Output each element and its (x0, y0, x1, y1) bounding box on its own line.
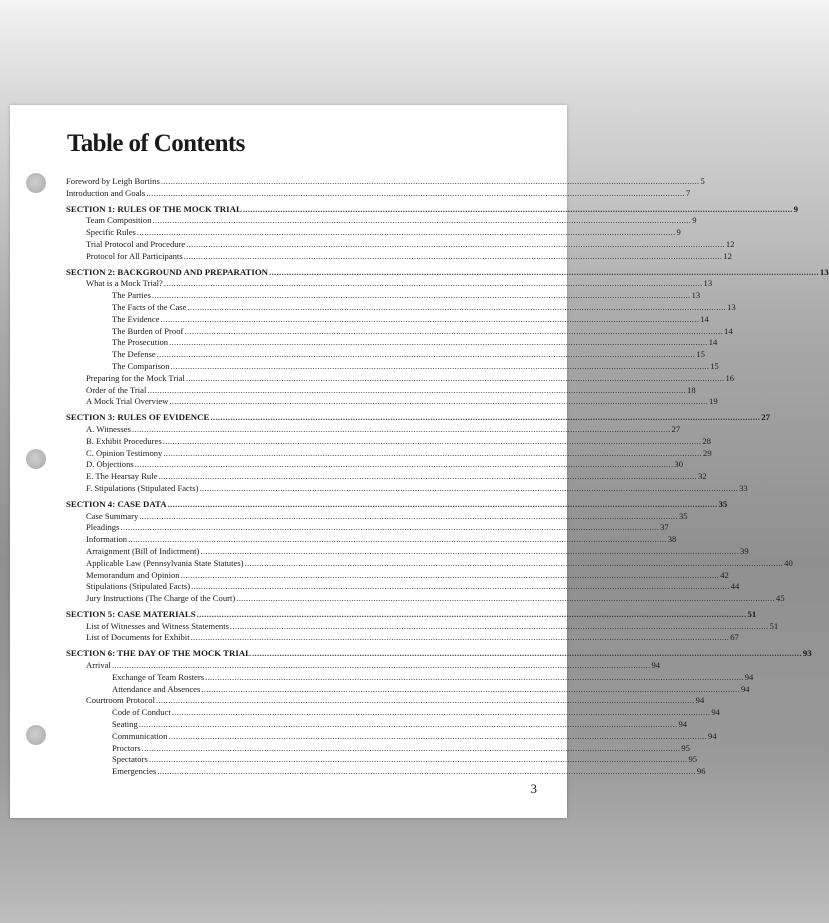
toc-entry-page: 35 (718, 498, 728, 509)
dot-leader: ............................................................................................................................................................................................................................ (156, 349, 696, 360)
toc-entry-label: D. Objections (86, 459, 134, 470)
toc-entry-page: 94 (740, 683, 750, 694)
dot-leader: ............................................................................................................................................................................................................................ (157, 766, 696, 777)
dot-leader: ............................................................................................................................................................................................................................ (169, 396, 709, 407)
toc-entry-page: 94 (744, 671, 754, 682)
toc-entry-label: Exchange of Team Rosters (112, 671, 205, 682)
dot-leader: ............................................................................................................................................................................................................................ (180, 569, 720, 580)
toc-entry[interactable] (66, 671, 754, 684)
toc-entry-label: Courtroom Protocol (86, 695, 155, 706)
toc-entry-page: 7 (685, 187, 691, 198)
toc-entry-label: The Defense (112, 349, 156, 360)
toc-entry-page: 13 (819, 266, 829, 277)
dot-leader: ............................................................................................................................................................................................................................ (168, 730, 708, 741)
toc-entry-label: B. Exhibit Procedures (86, 435, 162, 446)
toc-entry-label: Foreword by Leigh Bortins (66, 176, 160, 186)
table-of-contents (66, 176, 829, 778)
dot-leader: ............................................................................................................................................................................................................................ (187, 301, 727, 312)
toc-entry-label: The Comparison (112, 360, 170, 371)
dot-leader: ............................................................................................................................................................................................................................ (183, 250, 723, 261)
dot-leader: ............................................................................................................................................................................................................................ (205, 671, 744, 682)
toc-entry-label: SECTION 2: BACKGROUND AND PREPARATION (66, 266, 269, 277)
dot-leader: ............................................................................................................................................................................................................................ (201, 683, 740, 694)
dot-leader: ............................................................................................................................................................................................................................ (170, 360, 710, 371)
toc-section-heading[interactable] (66, 498, 728, 511)
toc-entry-label: Communication (112, 730, 168, 741)
toc-entry-label: Jury Instructions (The Charge of the Court) (86, 593, 236, 604)
dot-leader: ............................................................................................................................................................................................................................ (146, 187, 685, 198)
dot-leader: ............................................................................................................................................................................................................................ (167, 498, 718, 509)
toc-entry[interactable] (66, 742, 690, 755)
toc-entry[interactable] (66, 620, 779, 633)
toc-entry-page: 32 (698, 471, 707, 482)
toc-entry-page: 27 (671, 423, 681, 434)
toc-entry[interactable] (66, 522, 669, 534)
toc-entry-page: 94 (708, 730, 717, 741)
toc-entry-label: SECTION 6: THE DAY OF THE MOCK TRIAL (66, 648, 252, 659)
toc-entry-label: Preparing for the Mock Trial (86, 372, 185, 383)
toc-entry-label: Code of Conduct (112, 707, 171, 718)
dot-leader: ............................................................................................................................................................................................................................ (131, 423, 671, 434)
toc-entry-page: 42 (720, 569, 729, 580)
toc-section-heading[interactable] (66, 648, 812, 660)
binder-hole (26, 449, 46, 469)
toc-entry[interactable] (66, 482, 748, 495)
toc-entry-page: 40 (784, 557, 793, 568)
toc-entry-label: Stipulations (Stipulated Facts) (86, 581, 191, 592)
toc-entry-page: 18 (687, 384, 696, 395)
toc-entry-page: 14 (724, 325, 733, 336)
toc-entry[interactable] (66, 581, 740, 593)
toc-section-heading[interactable] (66, 412, 771, 424)
toc-entry[interactable] (66, 301, 736, 314)
dot-leader: ............................................................................................................................................................................................................................ (162, 435, 702, 446)
dot-leader: ............................................................................................................................................................................................................................ (252, 648, 802, 659)
toc-entry[interactable] (66, 227, 681, 239)
dot-leader: ............................................................................................................................................................................................................................ (244, 557, 784, 568)
page-number: 3 (530, 781, 537, 796)
toc-entry-label: List of Documents for Exhibit (86, 632, 190, 643)
toc-entry[interactable] (66, 730, 717, 743)
toc-entry[interactable] (66, 325, 733, 338)
toc-entry[interactable] (66, 384, 696, 397)
dot-leader: ............................................................................................................................................................................................................................ (184, 325, 724, 336)
toc-entry-page: 94 (695, 695, 705, 706)
toc-entry-page: 95 (688, 754, 698, 765)
dot-leader: ............................................................................................................................................................................................................................ (171, 707, 711, 718)
toc-entry-label: Proctors (112, 742, 141, 753)
dot-leader: ............................................................................................................................................................................................................................ (151, 290, 691, 301)
toc-entry[interactable] (66, 337, 718, 349)
binder-hole (26, 725, 46, 745)
page-title: Table of Contents (67, 130, 245, 157)
toc-entry-page: 9 (793, 203, 799, 214)
dot-leader: ............................................................................................................................................................................................................................ (185, 372, 725, 383)
dot-leader: ............................................................................................................................................................................................................................ (210, 412, 761, 423)
toc-entry-label: Introduction and Goals (66, 187, 146, 198)
toc-entry-page: 39 (740, 545, 749, 556)
toc-entry[interactable] (66, 707, 720, 719)
toc-entry-page: 15 (696, 349, 705, 360)
toc-entry-page: 15 (710, 360, 719, 371)
toc-entry-label: The Parties (112, 290, 151, 301)
toc-entry-page: 51 (769, 620, 779, 631)
document-page (10, 105, 829, 818)
dot-leader: ............................................................................................................................................................................................................................ (136, 227, 676, 238)
toc-entry-page: 14 (700, 313, 709, 324)
dot-leader: ............................................................................................................................................................................................................................ (128, 534, 667, 545)
toc-entry[interactable] (66, 447, 712, 460)
toc-entry-label: The Facts of the Case (112, 301, 187, 312)
dot-leader: ............................................................................................................................................................................................................................ (141, 742, 681, 753)
toc-entry-label: Arraignment (Bill of Indictment) (86, 545, 200, 556)
toc-entry[interactable] (66, 349, 705, 361)
dot-leader: ............................................................................................................................................................................................................................ (152, 215, 692, 226)
toc-entry[interactable] (66, 534, 677, 546)
toc-entry[interactable] (66, 660, 661, 672)
toc-entry-label: List of Witnesses and Witness Statements (86, 620, 229, 631)
dot-leader: ............................................................................................................................................................................................................................ (160, 313, 700, 324)
toc-entry[interactable] (66, 766, 706, 778)
toc-entry[interactable] (66, 423, 681, 436)
toc-entry[interactable] (66, 754, 698, 766)
toc-entry[interactable] (66, 290, 701, 302)
toc-entry-label: What is a Mock Trial? (86, 278, 163, 289)
dot-leader: ............................................................................................................................................................................................................................ (134, 459, 674, 470)
toc-entry[interactable] (66, 313, 709, 326)
toc-entry-label: Seating (112, 719, 138, 730)
toc-entry-page: 96 (696, 766, 706, 777)
toc-entry[interactable] (66, 683, 750, 696)
toc-entry[interactable] (66, 360, 719, 373)
toc-entry-label: A. Witnesses (86, 423, 131, 434)
toc-entry-label: Team Composition (86, 215, 152, 226)
dot-leader: ............................................................................................................................................................................................................................ (163, 447, 703, 458)
dot-leader: ............................................................................................................................................................................................................................ (169, 337, 708, 348)
toc-section-heading[interactable] (66, 608, 757, 621)
toc-entry-label: SECTION 1: RULES OF THE MOCK TRIAL (66, 203, 242, 214)
toc-entry-label: Order of the Trial (86, 384, 147, 395)
toc-entry[interactable] (66, 187, 691, 200)
toc-entry-label: Protocol for All Participants (86, 250, 183, 261)
toc-entry[interactable] (66, 545, 749, 558)
toc-entry-label: Applicable Law (Pennsylvania State Statutes) (86, 557, 244, 568)
toc-entry-label: Trial Protocol and Procedure (86, 238, 186, 249)
toc-entry-label: Pleadings (86, 522, 120, 533)
toc-entry-page: 28 (702, 435, 711, 446)
dot-leader: ............................................................................................................................................................................................................................ (160, 176, 700, 186)
dot-leader: ............................................................................................................................................................................................................................ (111, 660, 651, 671)
toc-entry-page: 12 (723, 250, 732, 261)
dot-leader: ............................................................................................................................................................................................................................ (229, 620, 769, 631)
toc-entry-label: SECTION 4: CASE DATA (66, 498, 167, 509)
toc-entry[interactable] (66, 695, 705, 707)
toc-entry-page: 45 (775, 593, 785, 604)
toc-entry-label: Memorandum and Opinion (86, 569, 180, 580)
toc-entry[interactable] (66, 719, 688, 731)
toc-entry[interactable] (66, 250, 732, 263)
dot-leader: ............................................................................................................................................................................................................................ (163, 278, 703, 289)
dot-leader: ............................................................................................................................................................................................................................ (269, 266, 819, 277)
toc-entry[interactable] (66, 215, 697, 227)
toc-entry-label: Specific Rules (86, 227, 136, 238)
dot-leader: ............................................................................................................................................................................................................................ (147, 384, 687, 395)
toc-entry[interactable] (66, 459, 683, 471)
toc-entry[interactable] (66, 278, 713, 290)
dot-leader: ............................................................................................................................................................................................................................ (186, 238, 725, 249)
toc-entry-page: 94 (678, 719, 688, 730)
toc-entry-label: Spectators (112, 754, 148, 765)
dot-leader: ............................................................................................................................................................................................................................ (156, 695, 695, 706)
toc-entry-label: F. Stipulations (Stipulated Facts) (86, 482, 199, 493)
toc-entry[interactable] (66, 569, 729, 582)
toc-entry[interactable] (66, 396, 718, 408)
toc-entry-page: 93 (802, 648, 812, 659)
toc-section-heading[interactable] (66, 203, 799, 216)
toc-entry-page: 37 (660, 522, 669, 533)
toc-entry-page: 9 (676, 227, 681, 238)
dot-leader: ............................................................................................................................................................................................................................ (190, 632, 730, 643)
toc-entry-page: 51 (747, 608, 757, 619)
toc-entry[interactable] (66, 557, 793, 570)
toc-entry[interactable] (66, 372, 735, 385)
dot-leader: ............................................................................................................................................................................................................................ (191, 581, 730, 592)
toc-entry-page: 16 (725, 372, 735, 383)
toc-entry-page: 13 (703, 278, 713, 289)
toc-entry-label: The Burden of Proof (112, 325, 184, 336)
toc-entry-label: SECTION 5: CASE MATERIALS (66, 608, 196, 619)
toc-entry[interactable] (66, 632, 739, 644)
toc-entry-page: 67 (730, 632, 739, 643)
dot-leader: ............................................................................................................................................................................................................................ (138, 719, 678, 730)
toc-entry-label: The Evidence (112, 313, 160, 324)
toc-entry-label: SECTION 3: RULES OF EVIDENCE (66, 412, 210, 423)
toc-entry-page: 13 (727, 301, 736, 312)
toc-entry[interactable] (66, 593, 785, 605)
toc-entry-page: 95 (681, 742, 690, 753)
toc-entry-page: 30 (674, 459, 683, 470)
toc-entry-label: Attendance and Absences (112, 683, 201, 694)
toc-entry-page: 94 (711, 707, 720, 718)
toc-entry[interactable] (66, 238, 735, 251)
dot-leader: ............................................................................................................................................................................................................................ (120, 522, 660, 533)
toc-entry-page: 44 (730, 581, 740, 592)
toc-entry-page: 12 (725, 238, 735, 249)
toc-entry-label: The Prosecution (112, 337, 169, 348)
dot-leader: ............................................................................................................................................................................................................................ (199, 482, 739, 493)
toc-entry[interactable] (66, 176, 705, 188)
toc-entry-page: 27 (761, 412, 771, 423)
toc-entry[interactable] (66, 435, 711, 448)
toc-entry-label: Arrival (86, 660, 111, 671)
toc-entry-label: Information (86, 534, 128, 545)
toc-entry-label: C. Opinion Testimony (86, 447, 163, 458)
toc-entry-page: 29 (703, 447, 712, 458)
toc-entry[interactable] (66, 510, 688, 523)
dot-leader: ............................................................................................................................................................................................................................ (200, 545, 740, 556)
toc-entry[interactable] (66, 471, 707, 483)
toc-entry-page: 38 (667, 534, 677, 545)
toc-entry-page: 94 (651, 660, 661, 671)
dot-leader: ............................................................................................................................................................................................................................ (196, 608, 747, 619)
toc-entry-label: A Mock Trial Overview (86, 396, 169, 407)
toc-entry-page: 19 (709, 396, 718, 407)
toc-entry-page: 13 (691, 290, 701, 301)
toc-entry-page: 14 (708, 337, 718, 348)
toc-entry-label: E. The Hearsay Rule (86, 471, 158, 482)
toc-section-heading[interactable] (66, 266, 829, 279)
toc-entry-page: 9 (692, 215, 697, 226)
toc-entry-label: Emergencies (112, 766, 157, 777)
dot-leader: ............................................................................................................................................................................................................................ (158, 471, 698, 482)
dot-leader: ............................................................................................................................................................................................................................ (148, 754, 688, 765)
toc-entry-page: 35 (678, 510, 688, 521)
toc-entry-label: Case Summary (86, 510, 139, 521)
dot-leader: ............................................................................................................................................................................................................................ (236, 593, 775, 604)
binder-hole (26, 173, 46, 193)
dot-leader: ............................................................................................................................................................................................................................ (242, 203, 793, 214)
toc-entry-page: 5 (700, 176, 705, 186)
toc-entry-page: 33 (739, 482, 748, 493)
dot-leader: ............................................................................................................................................................................................................................ (139, 510, 678, 521)
